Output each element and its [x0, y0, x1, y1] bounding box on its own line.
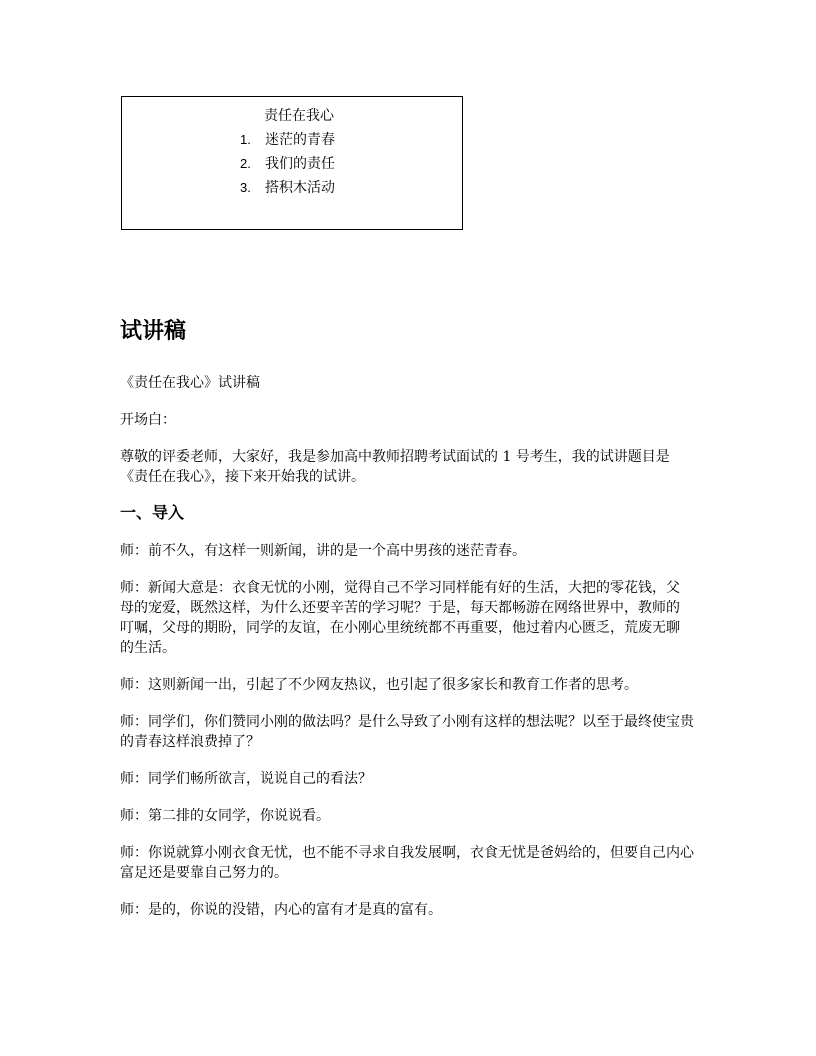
outline-item — [240, 176, 335, 200]
document-subtitle: 《责任在我心》试讲稿 — [120, 375, 260, 391]
outline-item — [240, 152, 335, 176]
outline-item-number: 1. — [240, 132, 251, 147]
outline-item-number: 3. — [240, 180, 251, 195]
paragraph: 师：前不久，有这样一则新闻，讲的是一个高中男孩的迷茫青春。 — [120, 543, 526, 559]
section-heading-intro: 一、导入 — [120, 503, 185, 522]
paragraph: 师：你说就算小刚衣食无忧，也不能不寻求自我发展啊，衣食无忧是爸妈给的，但要自己内心富足还是要靠自己努力的。 — [120, 845, 694, 881]
outline-item-label: 迷茫的青春 — [265, 132, 335, 148]
paragraph: 师：是的，你说的没错，内心的富有才是真的富有。 — [120, 902, 442, 918]
paragraph: 师：新闻大意是：衣食无忧的小刚，觉得自己不学习同样能有好的生活，大把的零花钱，父母的宠爱，既然这样，为什么还要辛苦的学习呢？于是，每天都畅游在网络世界中，教师的叮嘱，父母的期盼，同学的友谊，在小刚心里统统都不再重要，他过着内心匮乏，荒废无聊的生活。 — [120, 580, 680, 656]
outline-item-label: 我们的责任 — [265, 156, 335, 172]
outline-list — [240, 128, 335, 200]
paragraph: 师：同学们，你们赞同小刚的做法吗？是什么导致了小刚有这样的想法呢？以至于最终使宝贵的青春这样浪费掉了？ — [120, 714, 694, 750]
outline-title: 责任在我心 — [264, 108, 334, 124]
paragraph: 师：这则新闻一出，引起了不少网友热议，也引起了很多家长和教育工作者的思考。 — [120, 677, 638, 693]
paragraph: 师：第二排的女同学，你说说看。 — [120, 808, 330, 824]
document-body — [120, 318, 710, 920]
document-title: 试讲稿 — [120, 319, 187, 344]
opening-paragraph: 尊敬的评委老师，大家好，我是参加高中教师招聘考试面试的 1 号考生，我的试讲题目是《责任在我心》，接下来开始我的试讲。 — [120, 449, 670, 485]
opening-label: 开场白： — [120, 412, 176, 428]
outline-item-number: 2. — [240, 156, 251, 171]
outline-item-label: 搭积木活动 — [265, 180, 335, 196]
outline-item — [240, 128, 335, 152]
paragraph: 师：同学们畅所欲言，说说自己的看法？ — [120, 771, 372, 787]
outline-box — [121, 96, 463, 230]
